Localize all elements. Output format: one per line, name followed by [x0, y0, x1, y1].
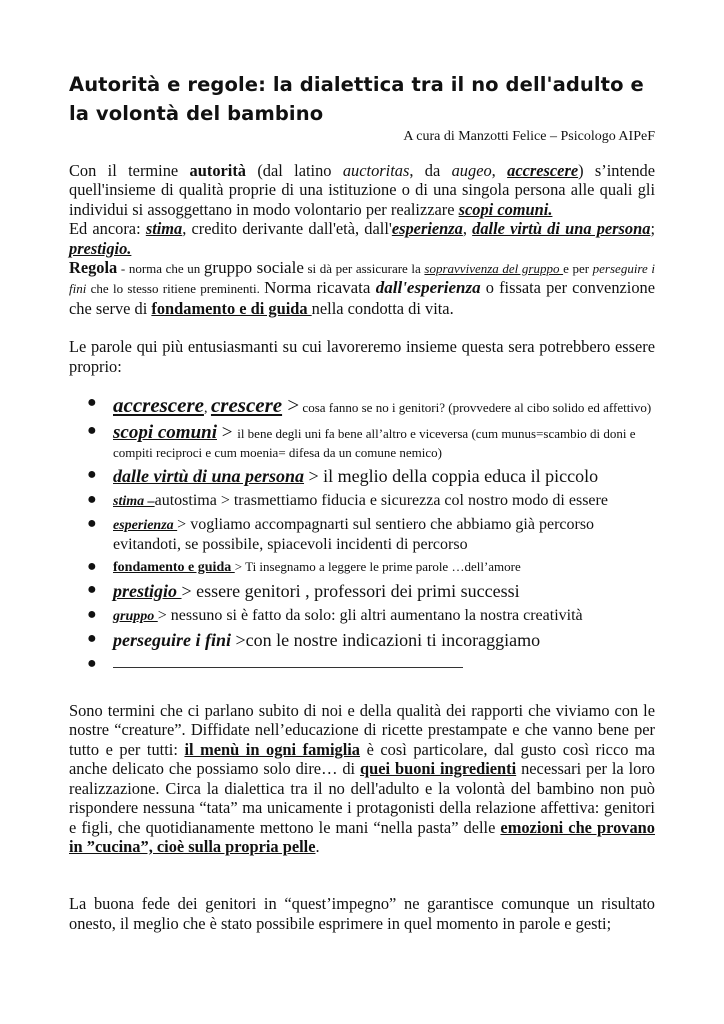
paragraph-definition-autorita: Con il termine autorità (dal latino auctoritas, da augeo, accrescere) s’intende quell'insieme di qualità proprie di una istituzione o di una singola persona alle quali gli individui si assoggettano in modo volontario per realizzare scopi comuni. [69, 161, 655, 219]
list-item [69, 655, 655, 673]
list-item: ● gruppo > nessuno si è fatto da solo: gli altri aumentano la nostra creatività [87, 606, 583, 625]
bullet-icon: ● [87, 655, 97, 673]
document-title: Autorità e regole: la dialettica tra il no dell'adulto e la volontà del bambino [69, 73, 644, 125]
list-item: ● fondamento e guida > Ti insegnamo a leggere le prime parole …dell’amore [87, 558, 521, 576]
list-item: ● perseguire i fini >con le nostre indicazioni ti incoraggiamo [87, 630, 541, 651]
bullet-icon: ● [87, 466, 97, 484]
byline: A cura di Manzotti Felice – Psicologo AIPeF [403, 129, 655, 144]
bullet-icon: ● [87, 515, 97, 533]
paragraph-regola: Regola - norma che un gruppo sociale si dà per assicurare la sopravvivenza del gruppo e per perseguire i fini che lo stesso ritiene preminenti. Norma ricavata dall'esperienza o fissata per convenzione che serve di fondamento e di guida nella condotta di vita. [69, 258, 656, 318]
bullet-icon: ● [87, 422, 97, 440]
document-page [69, 70, 655, 933]
list-item: ● accrescere, crescere > cosa fanno se no i genitori? (provvedere al cibo solido ed affettivo) [87, 393, 652, 418]
bullet-icon: ● [87, 606, 97, 624]
bullet-icon: ● [87, 581, 97, 599]
keyword-list [69, 394, 655, 673]
list-item: ● prestigio > essere genitori , professori dei primi successi [87, 581, 520, 602]
list-item: ● stima –autostima > trasmettiamo fiducia e sicurezza col nostro modo di essere [87, 491, 608, 510]
list-item: ● scopi comuni > il bene degli uni fa bene all’altro e viceversa (cum munus=scambio di doni e compiti reciproci e cum moenia= difesa da un comune nemico) [87, 422, 636, 461]
paragraph-parole: Le parole qui più entusiasmanti su cui lavoreremo insieme questa sera potrebbero essere proprio: [69, 337, 655, 376]
bullet-icon: ● [87, 630, 97, 648]
paragraph-ed-ancora: Ed ancora: stima, credito derivante dall'età, dall'esperienza, dalle virtù di una persona; prestigio. [69, 219, 655, 258]
bullet-icon: ● [87, 394, 97, 412]
paragraph-termini: Sono termini che ci parlano subito di noi e della qualità dei rapporti che viviamo con le nostre “creature”. Diffidate nell’educazione di ricette prestampate e che vanno bene per tutto e per tutti: il menù in ogni famiglia è così particolare, dal gusto così ricco ma anche delicato che possiamo solo dire… di quei buoni ingredienti necessari per la loro realizzazione. Circa la dialettica tra il no dell'adulto e la volontà del bambino non può rispondere nessuna “tata” ma unicamente i protagonisti della relazione affettiva: genitori e figli, che quotidianamente mettono le mani “nella pasta” delle emozioni che provano in ”cucina”, cioè sulla propria pelle. [69, 701, 655, 856]
keyword-accrescere: accrescere [507, 161, 579, 180]
list-item: ● dalle virtù di una persona > il meglio della coppia educa il piccolo [87, 466, 599, 487]
bullet-icon: ● [87, 558, 97, 576]
bullet-icon: ● [87, 491, 97, 509]
blank-line [113, 657, 463, 668]
list-item: ● esperienza > vogliamo accompagnarti sul sentiero che abbiamo già percorso evitandoti, se possibile, spiacevoli incidenti di percorso [87, 515, 595, 554]
paragraph-buona-fede: La buona fede dei genitori in “quest’impegno” ne garantisce comunque un risultato onesto, il meglio che è stato possibile esprimere in quel momento in parole e gesti; [69, 894, 655, 933]
keyword-scopi-comuni: scopi comuni. [458, 199, 553, 219]
